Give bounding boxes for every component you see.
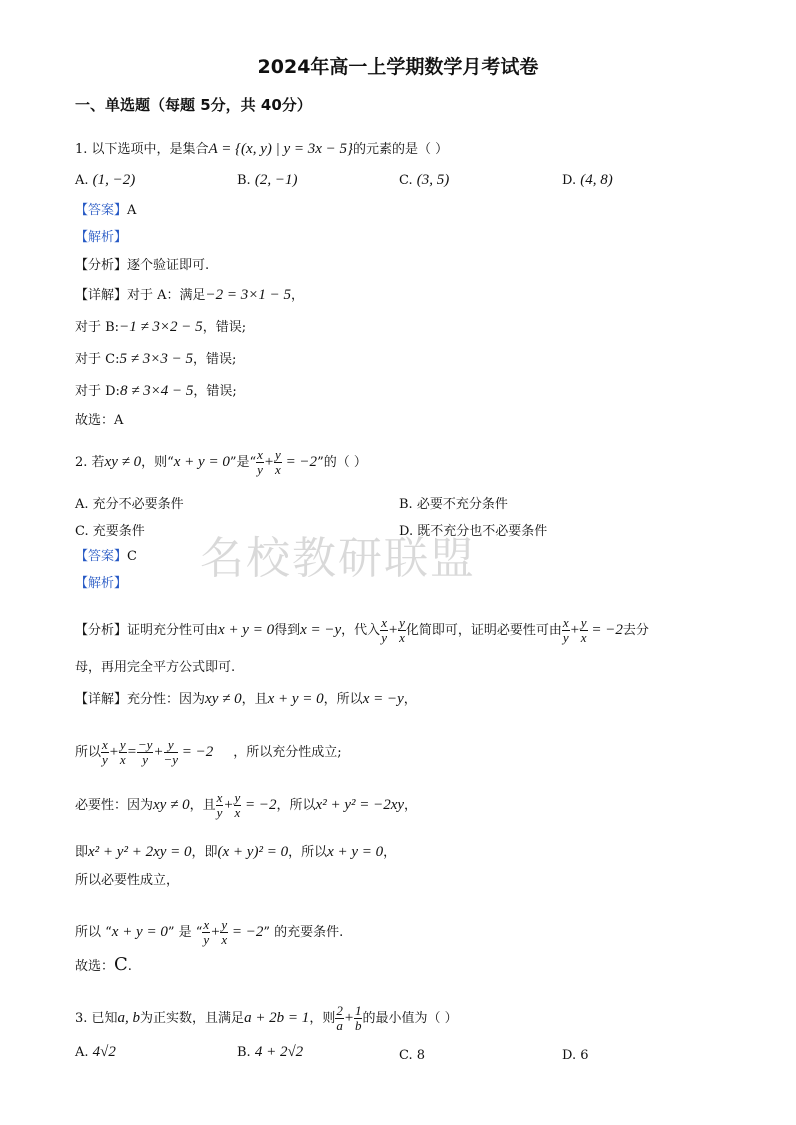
q2-d3-math-2: = −2 <box>241 797 277 813</box>
q3-stem-post: 的最小值为（ ） <box>362 1011 458 1026</box>
q1-option-b-label: B. <box>237 173 255 188</box>
q2-choose-value: C <box>114 954 128 975</box>
q2-analysis-tag: 【解析】 <box>75 576 128 591</box>
q2-fenxi-math-1: x + y = 0 <box>218 622 275 638</box>
q1-detail-a-pre: 对于 A：满足 <box>127 288 206 303</box>
q2-d3-post: ， <box>404 798 418 813</box>
q1-stem <box>75 140 448 159</box>
q2-d4-post: ， <box>383 845 397 860</box>
q2-fenxi-4: 化简即可，证明必要性可由 <box>405 623 562 638</box>
q1-detail-a <box>75 286 304 305</box>
q1-answer-value: A <box>127 203 137 218</box>
q2-option-a: A. 充分不必要条件 <box>75 497 184 512</box>
q1-option-c-value: (3, 5) <box>416 172 450 188</box>
q2-d1-math-1: xy ≠ 0 <box>205 691 242 707</box>
q1-detail-a-post: ， <box>291 288 305 303</box>
q2-d4-math-2: (x + y)² = 0 <box>217 844 289 860</box>
q2-d4-math-1: x² + y² + 2xy = 0 <box>88 844 192 860</box>
q2-option-b: B. 必要不充分条件 <box>399 497 508 512</box>
fenxi-tag: 【分析】 <box>75 258 128 273</box>
fraction-y-over-x: $\frac{y}{x}$ <box>399 615 405 645</box>
q2-d2-post: ，所以充分性成立; <box>233 745 342 760</box>
q2-d2-eq: = −2 <box>178 744 214 760</box>
q2-d3-mid: ，且 <box>189 798 216 813</box>
q3-stem: 3. 已知a, b为正实数，且满足a + 2b = 1，则 $\frac{2}{a}$ + $\frac{1}{b}$ 的最小值为（ ） <box>75 1003 458 1033</box>
q1-detail-d-math: 8 ≠ 3×4 − 5 <box>119 383 194 399</box>
fraction-y-over-x: $\frac{y}{x}$ <box>275 447 281 477</box>
q2-detail-3: 必要性：因为xy ≠ 0，且 $\frac{x}{y}$ + $\frac{y}{x}$ = −2，所以x² + y² = −2xy， <box>75 790 418 820</box>
q2-stem-math-3: = −2 <box>281 454 318 470</box>
q2-d6-pre: 所以 “ <box>75 925 112 940</box>
q1-detail-c-math: 5 ≠ 3×3 − 5 <box>119 351 193 367</box>
q3-option-a <box>75 1044 116 1061</box>
fraction-x-over-y: $\frac{x}{y}$ <box>203 917 210 947</box>
q1-analysis-tag: 【解析】 <box>75 230 128 245</box>
q2-d4-mid2: ，所以 <box>288 845 328 860</box>
q2-answer-value: C <box>127 549 137 564</box>
q2-option-d: D. 既不充分也不必要条件 <box>399 524 548 539</box>
q2-answer <box>75 548 137 566</box>
q2-detail-6: 所以 “x + y = 0” 是 “ $\frac{x}{y}$ + $\frac{y}{x}$ = −2” 的充要条件. <box>75 917 344 947</box>
q2-stem-math-1: xy ≠ 0 <box>104 454 142 470</box>
q1-option-d <box>562 172 613 189</box>
q1-set-expr: A = {(x, y) | y = 3x − 5} <box>208 141 354 157</box>
q2-d6-math-1: x + y = 0 <box>111 924 168 940</box>
q1-option-d-value: (4, 8) <box>580 172 613 188</box>
watermark: 名校教研联盟 <box>200 533 476 584</box>
q1-option-a-value: (1, −2) <box>92 172 136 188</box>
section-heading: 一、单选题（每题 5分，共 40分） <box>75 96 312 114</box>
answer-tag: 【答案】 <box>75 203 128 218</box>
q1-detail-b-pre: 对于 B: <box>75 320 120 335</box>
q2-d1-math-3: x = −y <box>362 691 404 707</box>
fraction-x-over-y: $\frac{x}{y}$ <box>257 447 263 477</box>
q1-detail-c <box>75 350 236 369</box>
q2-d3-math-1: xy ≠ 0 <box>153 797 190 813</box>
q2-fenxi-line2: 母，再用完全平方公式即可. <box>75 660 236 675</box>
q2-fenxi-2: 得到 <box>274 623 301 638</box>
q2-fenxi-line1: 【分析】证明充分性可由x + y = 0得到x = −y，代入 $\frac{x}{y}$ + $\frac{y}{x}$ 化简即可，证明必要性可由 $\frac{x}{y}$ + $\frac{y}{x}$ = −2去分 <box>75 615 649 645</box>
q2-d1-mid2: ，所以 <box>323 692 363 707</box>
q1-fenxi <box>75 257 209 275</box>
q2-stem-math-2: x + y = 0 <box>173 454 230 470</box>
q3-option-c: C. 8 <box>399 1048 426 1063</box>
q1-option-b <box>237 172 297 189</box>
q1-option-c <box>399 172 449 189</box>
fraction-x-over-y: $\frac{x}{y}$ <box>562 615 569 645</box>
q2-detail-2: 所以 $\frac{x}{y}$ + $\frac{y}{x}$ = $\frac{-y}{y}$ + $\frac{y}{-y}$ = −2 ，所以充分性成立; <box>75 737 342 767</box>
q2-fenxi-math-2: x = −y <box>300 622 342 638</box>
q3-stem-mid2: ，则 <box>309 1011 336 1026</box>
q2-detail-4 <box>75 843 396 862</box>
q2-d1-post: ， <box>403 692 417 707</box>
q2-stem-mid: ，则“ <box>141 455 174 470</box>
fraction-y-over-x: $\frac{y}{x}$ <box>580 615 587 645</box>
q2-d2-pre: 所以 <box>75 745 102 760</box>
q2-choose-pre: 故选： <box>75 959 115 974</box>
q2-d3-pre: 必要性：因为 <box>75 798 154 813</box>
q3-stem-math-2: a + 2b = 1 <box>244 1010 310 1026</box>
q2-stem: 2. 若xy ≠ 0，则“x + y = 0”是“ $\frac{x}{y}$ + $\frac{y}{x}$ = −2”的（ ） <box>75 447 367 477</box>
fraction-neg-y-over-y: $\frac{-y}{y}$ <box>137 737 153 767</box>
q2-detail-1 <box>75 690 417 709</box>
fraction-1-over-b: $\frac{1}{b}$ <box>354 1003 362 1033</box>
fenxi-tag: 【分析】 <box>75 623 128 638</box>
q1-choose: 故选：A <box>75 413 124 428</box>
q1-option-a-label: A. <box>75 173 93 188</box>
q1-answer <box>75 202 136 220</box>
q3-option-b <box>237 1044 303 1061</box>
q1-detail-b-post: ，错误; <box>202 320 247 335</box>
q3-option-d: D. 6 <box>562 1048 589 1063</box>
q2-choose-post: . <box>127 959 132 974</box>
q2-d4-pre: 即 <box>75 845 89 860</box>
fraction-2-over-a: $\frac{2}{a}$ <box>336 1003 343 1033</box>
q2-d6-post: ” 的充要条件. <box>263 925 344 940</box>
q1-stem-post: 的元素的是（ ） <box>353 142 449 157</box>
q2-d3-mid2: ，所以 <box>276 798 316 813</box>
q2-d4-math-3: x + y = 0 <box>327 844 384 860</box>
q1-detail-d-post: ，错误; <box>193 384 237 399</box>
q1-stem-pre: 1. 以下选项中，是集合 <box>75 142 209 157</box>
fraction-y-over-x: $\frac{y}{x}$ <box>221 917 228 947</box>
q2-fenxi-3: ，代入 <box>341 623 381 638</box>
fraction-x-over-y: $\frac{x}{y}$ <box>381 615 387 645</box>
q1-option-a <box>75 172 135 189</box>
fraction-y-over-x: $\frac{y}{x}$ <box>234 790 241 820</box>
q3-option-a-value: 4√2 <box>92 1044 116 1060</box>
fraction-x-over-y: $\frac{x}{y}$ <box>216 790 223 820</box>
fraction-y-over-x: $\frac{y}{x}$ <box>119 737 126 767</box>
q2-d1-mid: ，且 <box>241 692 268 707</box>
q3-option-a-label: A. <box>75 1045 93 1060</box>
q3-option-b-label: B. <box>237 1045 255 1060</box>
q2-d6-mid: ” 是 “ <box>167 925 203 940</box>
q2-stem-post: ”的（ ） <box>317 455 367 470</box>
q2-fenxi-1: 证明充分性可由 <box>127 623 219 638</box>
q3-stem-math-1: a, b <box>117 1010 141 1026</box>
q2-stem-mid2: ”是“ <box>229 455 257 470</box>
q1-detail-c-post: ，错误; <box>192 352 237 367</box>
q2-d1-math-2: x + y = 0 <box>267 691 324 707</box>
fraction-x-over-y: $\frac{x}{y}$ <box>102 737 108 767</box>
detail-tag: 【详解】 <box>75 692 128 707</box>
page-title: 2024年高一上学期数学月考试卷 <box>257 56 539 78</box>
q1-option-c-label: C. <box>399 173 417 188</box>
q2-detail-5: 所以必要性成立， <box>75 873 180 888</box>
q1-fenxi-text: 逐个验证即可. <box>127 258 210 273</box>
detail-tag: 【详解】 <box>75 288 128 303</box>
q2-choose <box>75 956 132 976</box>
q2-stem-pre: 2. 若 <box>75 455 105 470</box>
answer-tag: 【答案】 <box>75 549 128 564</box>
q1-detail-a-math: −2 = 3×1 − 5 <box>205 287 292 303</box>
q1-detail-d-pre: 对于 D: <box>75 384 120 399</box>
q2-d1-pre: 充分性：因为 <box>127 692 206 707</box>
q3-stem-mid: 为正实数，且满足 <box>140 1011 245 1026</box>
q2-d4-mid: ，即 <box>191 845 218 860</box>
q1-detail-b <box>75 318 246 337</box>
q1-detail-c-pre: 对于 C: <box>75 352 120 367</box>
q1-option-b-value: (2, −1) <box>254 172 298 188</box>
q2-d3-math-3: x² + y² = −2xy <box>315 797 405 813</box>
q2-option-c: C. 充要条件 <box>75 524 145 539</box>
q1-detail-d <box>75 382 237 401</box>
q1-detail-b-math: −1 ≠ 3×2 − 5 <box>119 319 203 335</box>
q3-option-b-value: 4 + 2√2 <box>254 1044 304 1060</box>
q2-d6-math-2: = −2 <box>228 924 264 940</box>
fraction-y-over-neg-y: $\frac{y}{-y}$ <box>163 737 179 767</box>
q2-fenxi-5: 去分 <box>622 623 649 638</box>
q1-option-d-label: D. <box>562 173 581 188</box>
q2-fenxi-math-3: = −2 <box>587 622 623 638</box>
q3-stem-pre: 3. 已知 <box>75 1011 118 1026</box>
